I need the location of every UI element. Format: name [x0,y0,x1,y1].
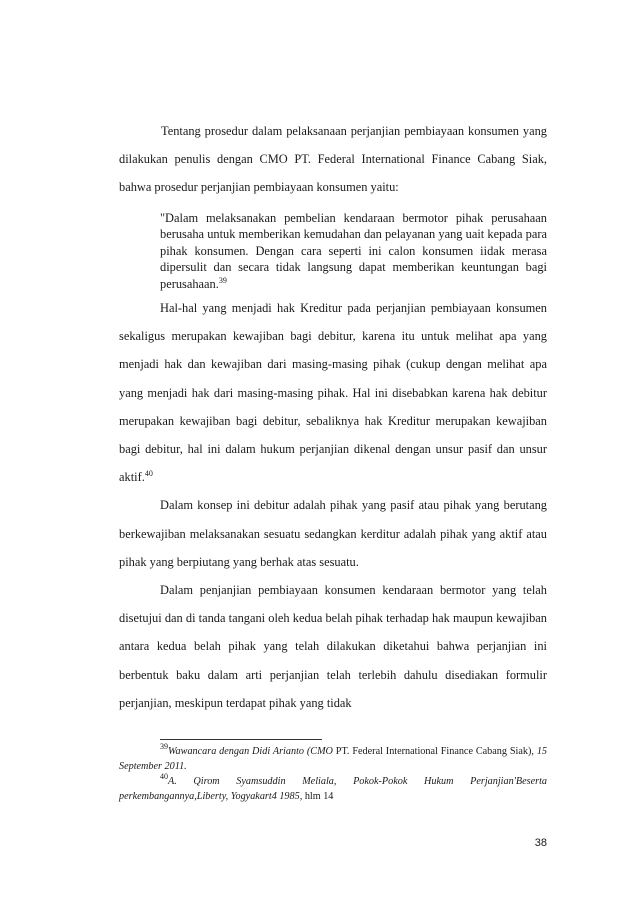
footnote-39-number: 39 [160,742,168,751]
paragraph-1-block [119,117,547,202]
block-quote [160,210,547,292]
footnote-39 [119,744,547,774]
paragraph-1: Tentang prosedur dalam pelaksanaan perjanjian pembiayaan konsumen yang dilakukan penulis dengan CMO PT. Federal International Finance Cabang Siak, bahwa prosedur perjanjian pembiayaan konsumen yaitu: [119,124,547,195]
footnote-39-text: PT. Federal International Finance Cabang Siak), [332,746,537,757]
footnote-ref-39: 39 [218,275,227,285]
footnote-39-date: 15 September 2011. [119,746,547,772]
footnotes [119,744,547,804]
page-number: 38 [534,837,547,849]
paragraph-4: Dalam penjanjian pembiayaan konsumen kendaraan bermotor yang telah disetujui dan di tanda tangani oleh kedua belah pihak terhadap hak maupun kewajiban antara kedua belah pihak yang telah dilakukan diketahui bahwa perjanjian ini berbentuk baku dalam arti perjanjian telah terlebih dahulu disediakan formulir perjanjian, meskipun terdapat pihak yang tidak [119,583,547,710]
block-quote-text: "Dalam melaksanakan pembelian kendaraan bermotor pihak perusahaan berusaha untuk memberikan kemudahan dan pelayanan yang uait kepada para pihak konsumen. Dengan cara seperti ini calon konsumen iidak merasa dipersulit dan secara tidak langsung dapat memberikan keuntungan bagi perusahaan. [160,211,547,291]
footnote-separator [160,739,322,740]
footnote-40-number: 40 [160,772,168,781]
paragraph-2 [119,294,547,491]
footnote-40-text: hlm 14 [302,791,334,802]
footnote-40-italic: A. Qirom Syamsuddin Meliala, Pokok-Pokok Hukum Perjanjian'Beserta perkembangannya,Liberty, Yogyakart4 1985, [119,776,547,802]
footnote-40 [119,774,547,804]
body-paragraphs [119,294,547,717]
paragraph-3: Dalam konsep ini debitur adalah pihak yang pasif atau pihak yang berutang berkewajiban melaksanakan sesuatu sedangkan kerditur adalah pihak yang aktif atau pihak yang berpiutang yang berhak atas sesuatu. [119,498,547,569]
footnote-ref-40: 40 [144,469,153,479]
paragraph-2-text: Hal-hal yang menjadi hak Kreditur pada perjanjian pembiayaan konsumen sekaligus merupakan kewajiban bagi debitur, karena itu untuk melihat apa yang menjadi hak dan kewajiban dari masing-masing pihak (cukup dengan melihat apa yang menjadi hak dari masing-masing pihak. Hal ini disebabkan karena hak debitur merupakan kewajiban bagi debitur, sebaliknya hak Kreditur merupakan kewajiban bagi debitur, hal ini dalam hukum perjanjian dikenal dengan unsur pasif dan unsur aktif. [119,301,547,485]
footnote-39-italic: Wawancara dengan Didi Arianto (CMO [168,746,333,757]
